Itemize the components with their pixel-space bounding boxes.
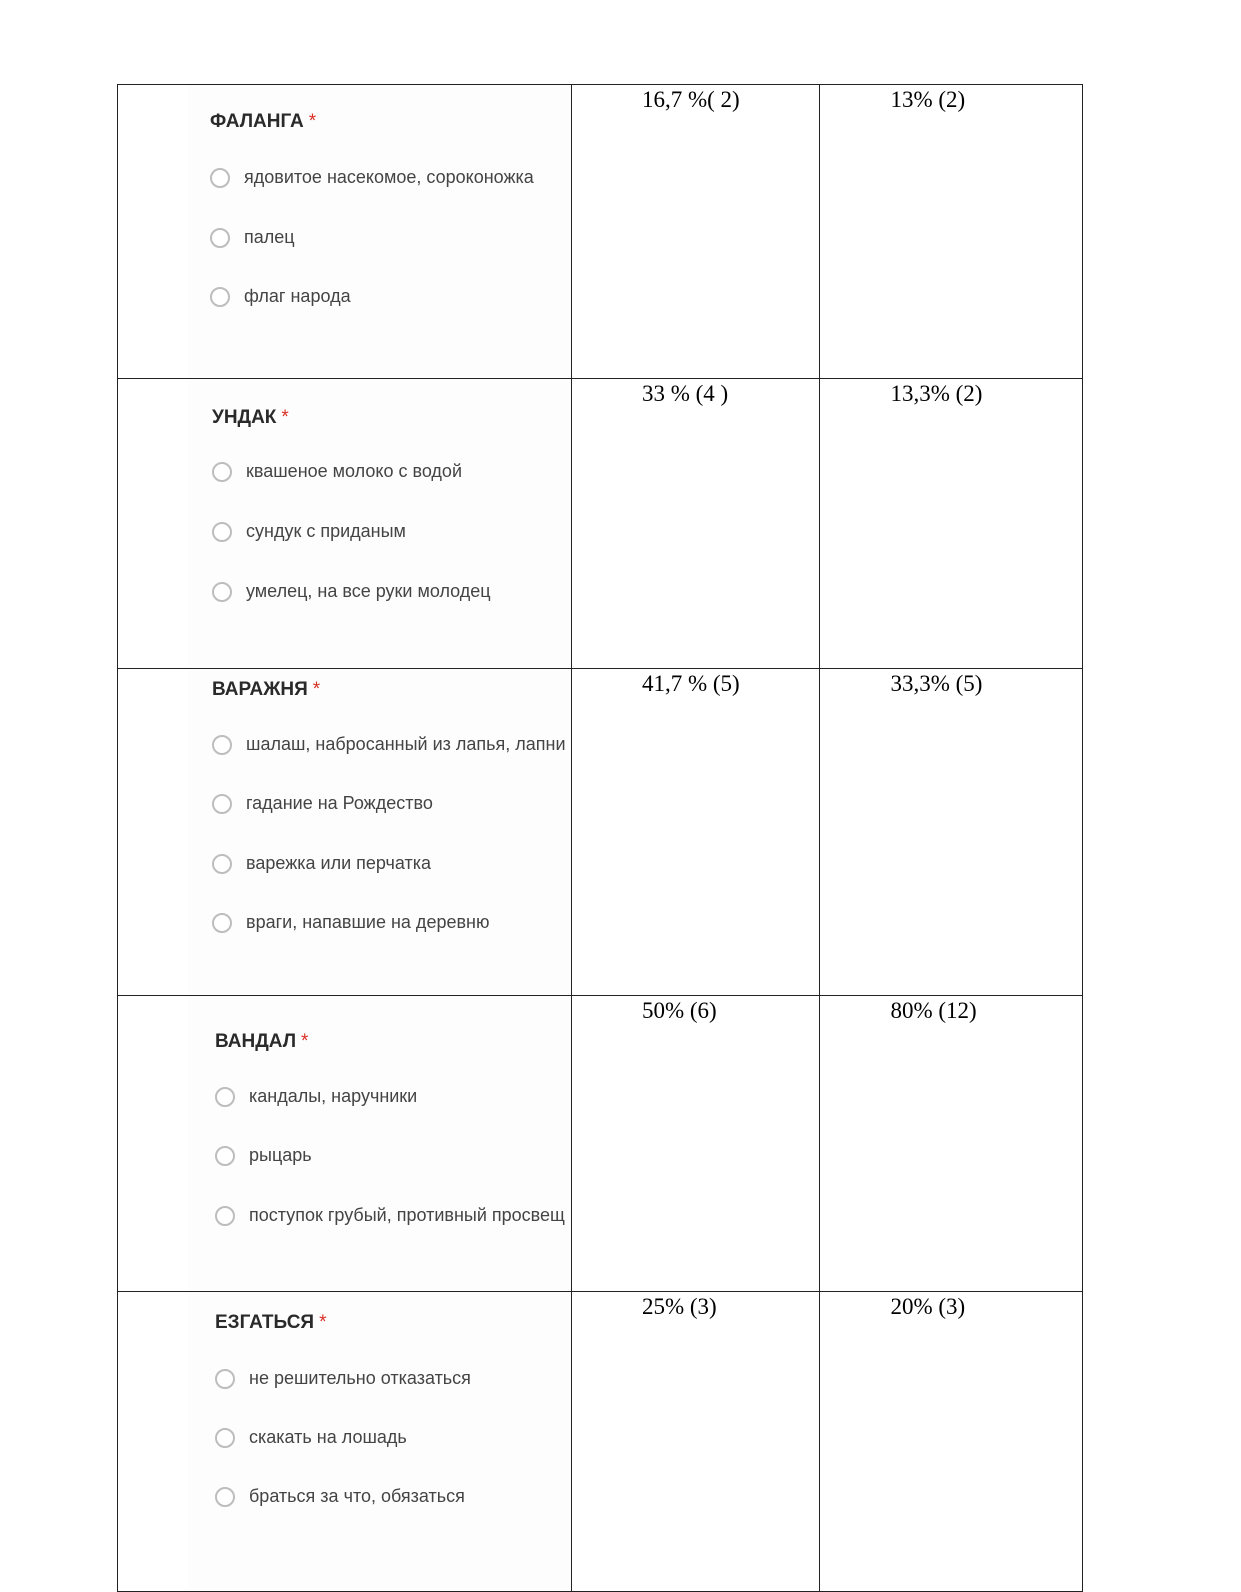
result-cell-1 [571,85,820,379]
radio-circle-icon[interactable] [212,582,232,602]
question-cell [118,669,572,996]
radio-option[interactable] [212,734,566,755]
percent-value: 41,7 % (5) [641,671,740,696]
table-row [118,669,1083,996]
question-cell [118,1292,572,1592]
option-label: флаг народа [244,286,351,306]
radio-option[interactable] [212,581,491,602]
question-title: ВАРАЖНЯ [212,679,308,700]
result-cell-2 [820,1292,1083,1592]
radio-option[interactable] [212,461,462,482]
question-title: ВАНДАЛ [215,1031,297,1052]
required-asterisk: * [301,1031,309,1052]
result-cell-2 [820,379,1083,669]
option-label: гадание на Рождество [246,793,433,813]
result-cell-2 [820,996,1083,1292]
percent-value: 13,3% (2) [890,381,983,406]
question-cell [118,85,572,379]
table-row [118,996,1083,1292]
question-title: ФАЛАНГА [210,111,304,132]
radio-circle-icon[interactable] [215,1087,235,1107]
question-cell [118,379,572,669]
percent-value: 50% (6) [641,998,717,1023]
option-label: ядовитое насекомое, сороконожка [244,167,534,187]
required-asterisk: * [308,111,317,132]
option-label: варежка или перчатка [246,853,432,873]
radio-option[interactable] [210,227,295,248]
radio-option[interactable] [212,521,406,542]
question-title: ЕЗГАТЬСЯ [215,1312,315,1333]
required-asterisk: * [281,407,289,428]
radio-circle-icon[interactable] [212,913,232,933]
radio-option[interactable] [212,793,433,814]
option-label: скакать на лошадь [249,1427,407,1447]
option-label: квашеное молоко с водой [246,461,462,481]
result-cell-1 [571,996,820,1292]
option-label: не решительно отказаться [249,1368,471,1388]
radio-option[interactable] [215,1486,465,1507]
percent-value: 25% (3) [641,1294,717,1319]
radio-circle-icon[interactable] [215,1428,235,1448]
option-label: враги, напавшие на деревню [246,912,490,932]
option-label: рыцарь [249,1145,312,1165]
radio-circle-icon[interactable] [215,1369,235,1389]
option-label: шалаш, набросанный из лапья, лапни [246,734,566,754]
radio-option[interactable] [215,1368,471,1389]
radio-circle-icon[interactable] [210,168,230,188]
form-question-screenshot [188,669,571,994]
percent-value: 33,3% (5) [890,671,983,696]
radio-circle-icon[interactable] [215,1146,235,1166]
radio-circle-icon[interactable] [210,287,230,307]
percent-value: 20% (3) [890,1294,966,1319]
table-row [118,85,1083,379]
question-title: УНДАК [212,407,277,428]
radio-circle-icon[interactable] [212,794,232,814]
required-asterisk: * [319,1312,327,1333]
radio-circle-icon[interactable] [210,228,230,248]
radio-circle-icon[interactable] [215,1206,235,1226]
table-row [118,379,1083,669]
radio-option[interactable] [210,286,351,307]
option-label: кандалы, наручники [249,1086,418,1106]
table-row [118,1292,1083,1592]
form-question-screenshot [188,996,571,1290]
radio-circle-icon[interactable] [212,735,232,755]
radio-circle-icon[interactable] [215,1487,235,1507]
form-question-screenshot [188,1292,571,1590]
result-cell-1 [571,379,820,669]
option-label: поступок грубый, противный просвещ [249,1205,565,1225]
percent-value: 16,7 %( 2) [641,87,740,112]
radio-circle-icon[interactable] [212,522,232,542]
option-label: сундук с приданым [246,521,406,541]
percent-value: 80% (12) [890,998,977,1023]
percent-value: 33 % (4 ) [641,381,729,406]
result-cell-2 [820,85,1083,379]
radio-option[interactable] [215,1427,407,1448]
radio-option[interactable] [215,1086,417,1107]
results-table [117,84,1083,1592]
radio-option[interactable] [210,167,534,188]
option-label: палец [244,227,295,247]
form-question-screenshot [188,85,571,377]
result-cell-1 [571,1292,820,1592]
radio-circle-icon[interactable] [212,854,232,874]
question-cell [118,996,572,1292]
radio-circle-icon[interactable] [212,462,232,482]
radio-option[interactable] [215,1145,312,1166]
required-asterisk: * [312,679,321,700]
option-label: умелец, на все руки молодец [246,581,491,601]
radio-option[interactable] [212,853,431,874]
radio-option[interactable] [212,912,489,933]
option-label: браться за что, обязаться [249,1486,465,1506]
percent-value: 13% (2) [890,87,966,112]
form-question-screenshot [188,379,571,667]
radio-option[interactable] [215,1205,565,1226]
result-cell-1 [571,669,820,996]
result-cell-2 [820,669,1083,996]
